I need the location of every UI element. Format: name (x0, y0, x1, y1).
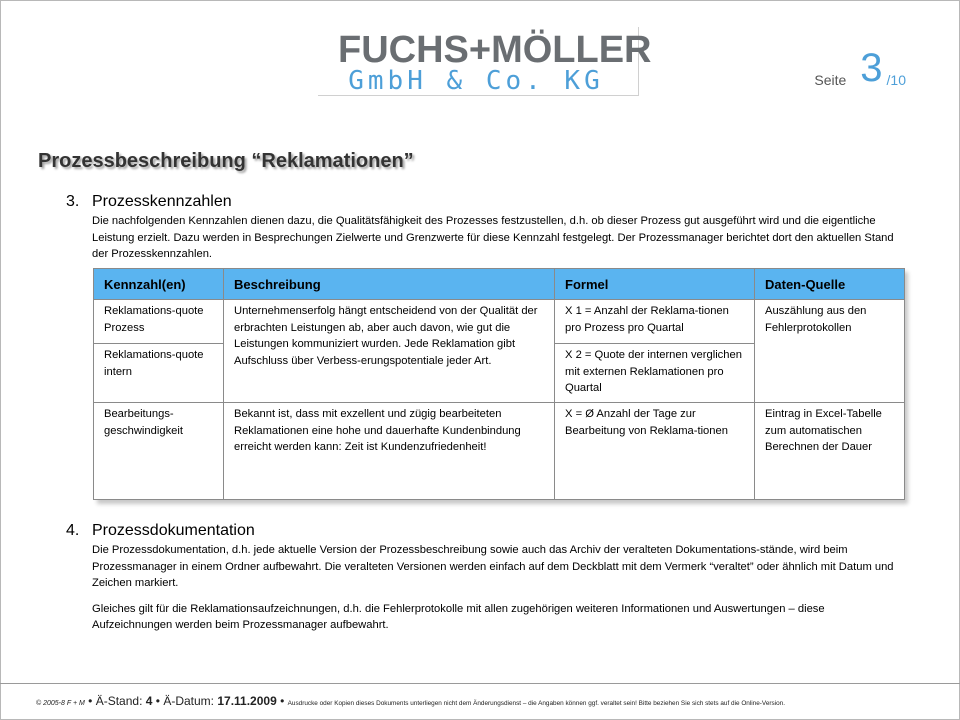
logo-company-name: FUCHS+MÖLLER (338, 29, 652, 71)
logo-company-form: GmbH & Co. KG (348, 66, 604, 96)
footer-copyright: © 2005-8 F + M (36, 700, 85, 707)
section-paragraph: Die Prozessdokumentation, d.h. jede aktuelle Version der Prozessbeschreibung sowie auch das Archiv der veralteten Dokumentations-stände, wird beim Prozessmanager in einem Ordner aufbewahrt. Die veralteten Versionen werden einfach auf dem Deckblatt mit dem Vermerk “veraltet” oder ähnlich mit Datum und Zeichen markiert. (92, 544, 894, 589)
table-cell-kennzahl: Reklamations-quote Prozess (94, 300, 224, 344)
kennzahlen-table (93, 268, 904, 500)
company-logo (318, 27, 652, 96)
footer-datum-label: Ä-Datum: (163, 694, 215, 708)
page-counter (814, 48, 906, 88)
table-cell-beschreibung: Unternehmenserfolg hängt entscheidend von der Qualität der erbrachten Leistungen ab, aber auch davon, wie gut die Leistungen kommuniziert wurden. Jede Reklamation gibt Aufschluss über Verbess-erungspotentiale jeder Art. (224, 300, 555, 403)
table-cell-quelle: Eintrag in Excel-Tabelle zum automatischen Berechnen der Dauer (755, 403, 905, 500)
footer-divider (0, 683, 960, 684)
section-text (92, 542, 897, 634)
table-header-row (94, 269, 905, 300)
footer-stand-value: 4 (145, 694, 153, 708)
column-header: Kennzahl(en) (94, 269, 224, 300)
column-header: Daten-Quelle (755, 269, 905, 300)
section-prozesskennzahlen (66, 193, 896, 263)
page-current-number: 3 (860, 46, 883, 90)
page-title: Prozessbeschreibung “Reklamationen” (38, 150, 414, 172)
table-cell-kennzahl: Bearbeitungs-geschwindigkeit (94, 403, 224, 500)
footer-stand-label: Ä-Stand: (95, 694, 143, 708)
section-number: 3. (66, 193, 80, 210)
page-label: Seite (814, 72, 847, 88)
section-heading: Prozessdokumentation (92, 522, 255, 539)
section-prozessdokumentation (66, 522, 896, 647)
column-header: Formel (555, 269, 755, 300)
table-cell-quelle: Auszählung aus den Fehlerprotokollen (755, 300, 905, 403)
section-number: 4. (66, 522, 80, 539)
table-cell-formel: X = Ø Anzahl der Tage zur Bearbeitung von Reklama-tionen (555, 403, 755, 500)
footer-disclaimer: Ausdrucke oder Kopien dieses Dokuments unterliegen nicht dem Änderungsdienst – die Angaben können ggf. veraltet sein! Bitte beziehen Sie sich stets auf die Online-Version. (287, 700, 786, 707)
section-paragraph: Gleiches gilt für die Reklamationsaufzeichnungen, d.h. die Fehlerprotokolle mit allen zugehörigen weiteren Informationen und Auswertungen – diese Aufzeichnungen werden beim Prozessmanager aufbewahrt. (92, 602, 825, 631)
table-cell-beschreibung: Bekannt ist, dass mit exzellent und zügig bearbeiteten Reklamationen eine hohe und dauerhafte Kundenbindung erreicht werden kann: Zeit ist Kundenzufriedenheit! (224, 403, 555, 500)
table-cell-formel: X 2 = Quote der internen verglichen mit externen Reklamationen pro Quartal (555, 344, 755, 403)
table-cell-kennzahl: Reklamations-quote intern (94, 344, 224, 403)
column-header: Beschreibung (224, 269, 555, 300)
section-heading: Prozesskennzahlen (92, 193, 232, 210)
page-total: /10 (886, 72, 906, 88)
table-row (94, 300, 905, 344)
section-text (92, 213, 897, 263)
table-cell-formel: X 1 = Anzahl der Reklama-tionen pro Prozess pro Quartal (555, 300, 755, 344)
footer-datum-value: 17.11.2009 (217, 694, 277, 708)
section-paragraph: Die nachfolgenden Kennzahlen dienen dazu, die Qualitätsfähigkeit des Prozesses festzustellen, d.h. ob dieser Prozess gut ausgeführt wird und die eigentliche Leistung erzielt. Dazu werden in Besprechungen Zielwerte und Grenzwerte für diese Kennzahl festgelegt. Der Prozessmanager berichtet dort den aktuellen Stand der Prozesskennzahlen. (92, 215, 894, 260)
footer: © 2005-8 F + M • Ä-Stand: 4 • Ä-Datum: 17.11.2009 • Ausdrucke oder Kopien dieses Dokuments unterliegen nicht dem Änderungsdienst – die Angaben können ggf. veraltet sein! Bitte beziehen Sie sich stets auf die Online-Version. (36, 694, 786, 708)
table-row (94, 403, 905, 500)
